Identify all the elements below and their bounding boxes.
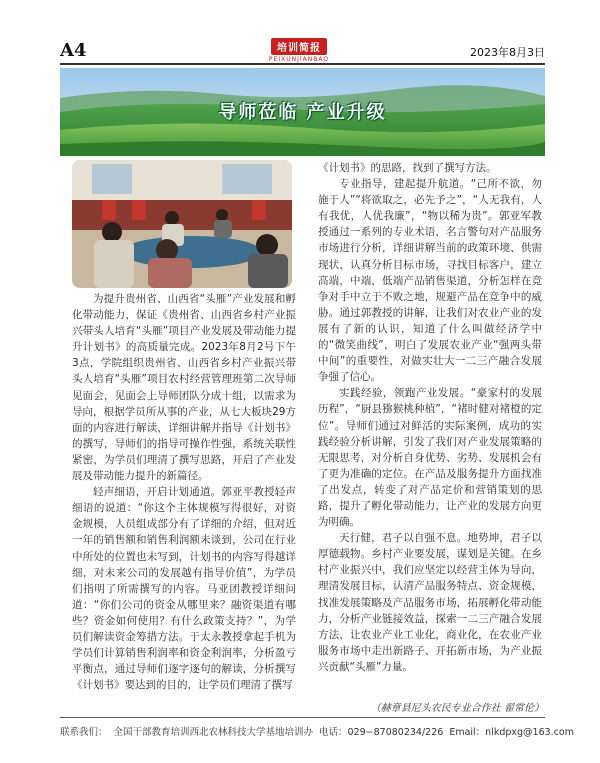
title-banner bbox=[60, 68, 545, 156]
page-footer bbox=[60, 724, 574, 738]
article-paragraph: 实践经验，领跑产业发展。“豪家村的发展历程”，“厨县猕猴桃种植”，“褚时健对褚橙的定位”。导师们通过对鲜活的实际案例，成功的实践经验分析讲解，引发了我们对产业发展策略的无限思考，对分析自身优势、劣势、发展机会有了更为准确的定位。在产品及服务提升方面找准了出发点，转变了对产品定价和营销策划的思路，提升了孵化带动能力，让产业的发展方向更为明确。 bbox=[318, 387, 542, 529]
logo-subtitle: PEIXUNJIANBAO bbox=[268, 56, 330, 63]
banner-title: 导师莅临 产业升级 bbox=[218, 102, 387, 123]
page-number: A4 bbox=[60, 40, 87, 61]
article-byline: （赫章县尼头农民专业合作社 翟常伦） bbox=[370, 703, 544, 714]
footer-divider bbox=[60, 717, 545, 718]
footer-org: 全国干部教育培训西北农林科技大学基地培训办 bbox=[113, 727, 314, 738]
header-divider bbox=[60, 63, 545, 65]
article-column-right bbox=[318, 160, 542, 680]
article-paragraph: 专业指导，建起提升航道。“己所不欲，勿施于人”“将欲取之，必先予之”，“人无我有，人有我优，人优我廉”，“物以稀为贵”。郭亚军教授通过一系列的专业术语，名言警句对产品服务市场进行分析，详细讲解当前的政策环境、供需现状，认真分析目标市场，寻找目标客户，建立高端，中端，低端产品销售渠道，分析怎样在竞争对手中立于不败之地，规避产品在竞争中的威胁。通过郭教授的讲解，让我们对农业产业的发展有了新的认识，知道了什么叫做经济学中的“微笑曲线”，明白了发展农业产业“强两头带中间”的重要性，对做实壮大一二三产融合发展争强了信心。 bbox=[318, 178, 542, 384]
newsletter-logo bbox=[255, 36, 343, 62]
article-paragraph: 为提升贵州省、山西省“头雁”产业发展和孵化带动能力，保证《贵州省、山西省乡村产业振兴带头人培育“头雁”项目产业发展及带动能力提升计划书》的高质量完成。2023年8月2号下午3点，学院组织贵州省、山西省乡村产业振兴带头人培育“头雁”项目农村经营管理班第二次导师见面会，见面会上导师团队分成十组，以需求为导向，根据学员所从事的产业，从七大板块29方面的内容进行解读，详细讲解并指导《计划书》的撰写，导师们的指导可操作性强，系统关联性紧密，为学员们理清了撰写思路，开启了产业发展及带动能力提升的新篇径。 bbox=[72, 293, 296, 483]
meeting-scene-image bbox=[72, 160, 292, 288]
article-paragraph: 天行健，君子以自强不息。地势坤，君子以厚德载物。乡村产业要发展，谋划是关键。在乡村产业振兴中，我们应坚定以经营主体为导向，理清发展目标，认清产品服务特点、资金规模，找准发展策略及产品服务市场，拓展孵化带动能力，分析产业链接效益，探索一二三产融合发展方法，让农业产业工业化，商业化，在农业产业服务市场中走出新路子、开拓新市场，为产业振兴贡献“头雁”力量。 bbox=[318, 532, 542, 673]
article-column-left bbox=[72, 291, 296, 709]
meeting-photo bbox=[72, 160, 292, 288]
footer-contact-label: 联系我们： bbox=[60, 727, 108, 738]
page-header bbox=[0, 0, 600, 62]
footer-email: Email：nlkdpxg@163.com bbox=[449, 727, 574, 738]
issue-date: 2023年8月3日 bbox=[470, 46, 545, 59]
logo-title: 培训简报 bbox=[271, 38, 327, 55]
footer-phone: 电话：029−87080234/226 bbox=[319, 727, 444, 738]
article-paragraph: 轻声细语，开启计划通道。郭亚平教授轻声细语的说道：“你这个主体规模写得很好，对资金规模，人员组成部分有了详细的介绍，但对近一年的销售额和销售利润额未谈到，公司在行业中所处的位置也未写到，计划书的内容写得越详细，对未来公司的发展越有指导价值”，为学员们指明了所需撰写的内容。马亚团教授详细问道：“你们公司的资金从哪里来？融资渠道有哪些？资金如何使用？有什么政策支持？”，为学员们解读资金筹措方法。于太永教授拿起手机为学员们计算销售利润率和资金利润率，分析盈亏平衡点，通过导师们逐字逐句的解读，分析撰写《计划书》要达到的目的，让学员们理清了撰写 bbox=[72, 486, 296, 692]
article-paragraph: 《计划书》的思路，找到了撰写方法。 bbox=[318, 162, 497, 174]
